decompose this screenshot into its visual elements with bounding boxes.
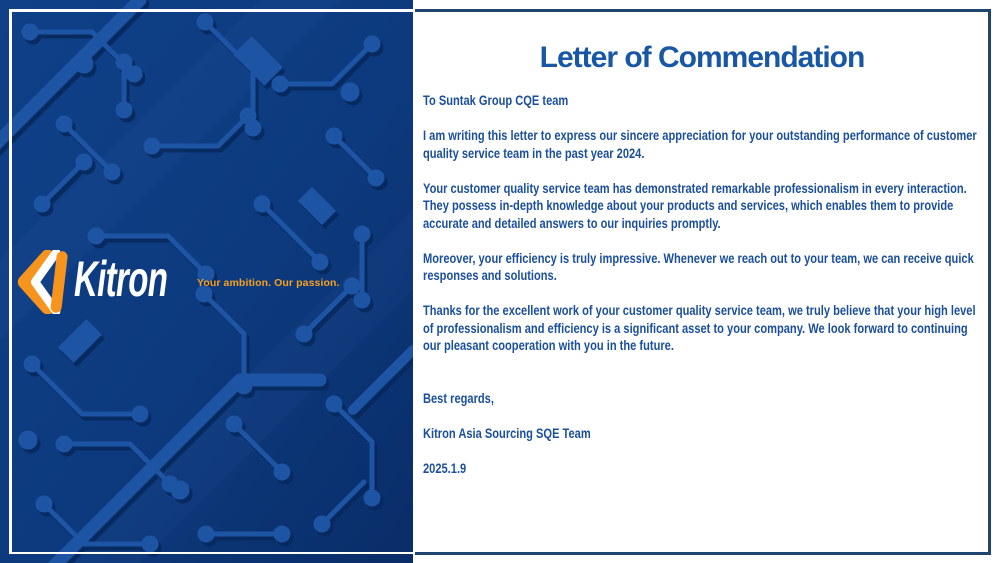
letter-body — [423, 92, 986, 477]
circuit-panel — [0, 0, 413, 563]
letter-paragraph: Thanks for the excellent work of your customer quality service team, we truly believe that your high level of professionalism and efficiency is a significant asset to your company. We look forward to continuing our pleasant cooperation with you in the future. — [423, 303, 976, 353]
kitron-wordmark: Kitron — [74, 251, 168, 307]
letter-paragraph: Moreover, your efficiency is truly impressive. Whenever we reach out to your team, we can receive quick responses and solutions. — [423, 250, 974, 283]
frame-white-top — [9, 9, 413, 12]
letter-paragraph: I am writing this letter to express our sincere appreciation for your outstanding performance of customer quality service team in the past year 2024. — [423, 128, 977, 161]
kitron-tagline: Your ambition. Our passion. — [197, 277, 340, 289]
kitron-logo-icon — [13, 250, 69, 314]
frame-navy-right — [988, 9, 991, 555]
frame-white-bottom — [9, 552, 413, 555]
frame-navy-bottom — [415, 552, 991, 555]
letter-date: 2025.1.9 — [423, 460, 467, 476]
letter-signature: Kitron Asia Sourcing SQE Team — [423, 425, 591, 441]
letter-greeting: To Suntak Group CQE team — [423, 93, 569, 108]
letter-panel — [413, 0, 1000, 563]
letter-closing: Best regards, — [423, 390, 494, 406]
letter-title: Letter of Commendation — [539, 41, 865, 74]
frame-navy-top — [415, 9, 991, 12]
kitron-logo — [0, 240, 413, 330]
letter-paragraph: Your customer quality service team has demonstrated remarkable professionalism in every interaction. They possess in-depth knowledge about your products and services, which enables them to provide accurate and detailed answers to our inquiries promptly. — [423, 180, 967, 231]
